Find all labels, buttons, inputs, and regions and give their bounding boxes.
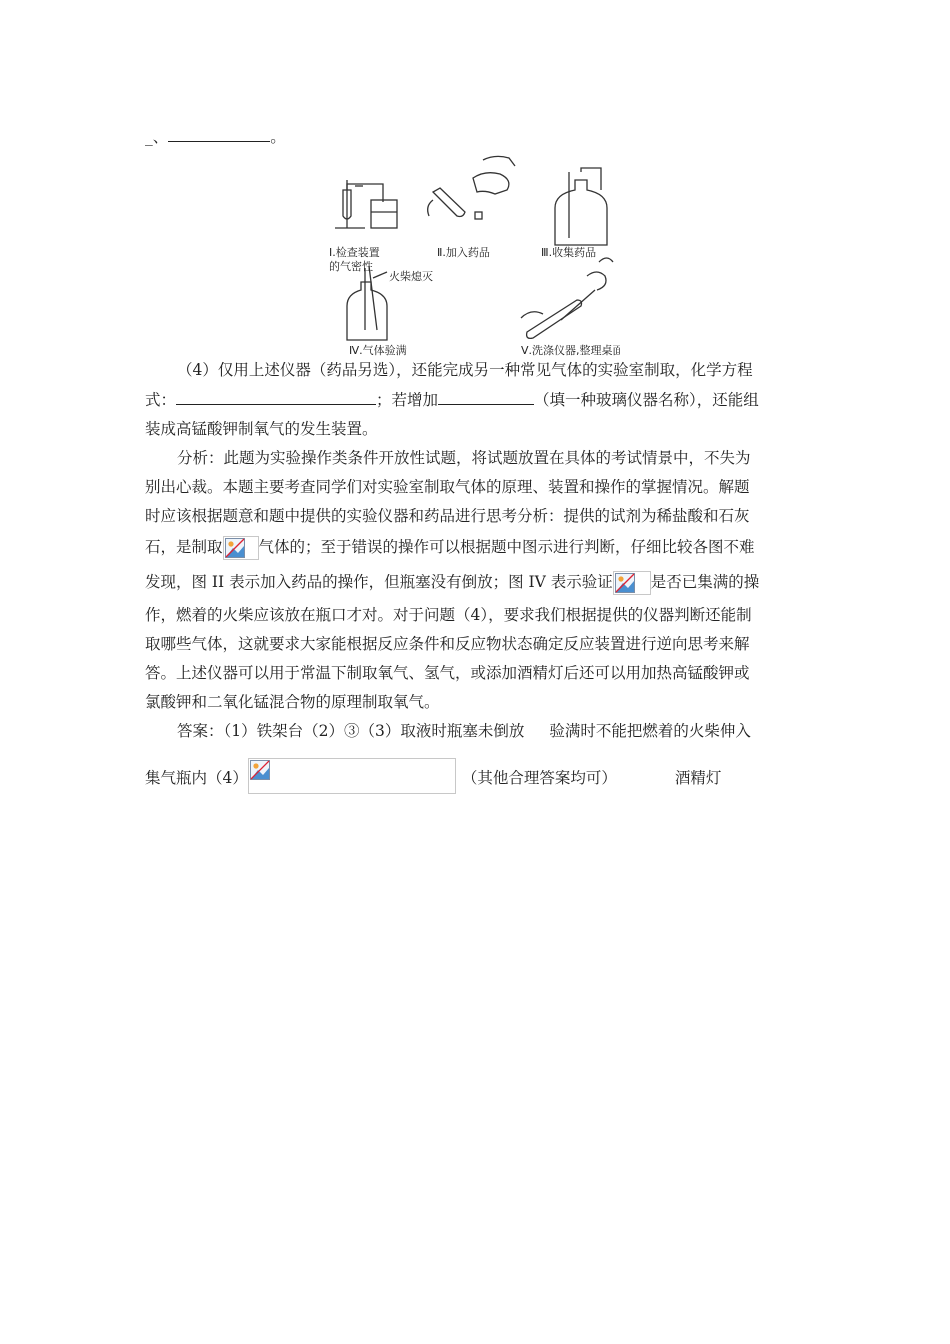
caption-iv: Ⅳ.气体验满: [349, 344, 407, 357]
analysis-line-5: [145, 571, 810, 595]
q4-mid: ；若增加: [376, 391, 439, 409]
airtightness-check-drawing: [335, 180, 397, 228]
caption-iii: Ⅲ.收集药品: [541, 246, 597, 259]
instrument-blank: [438, 390, 534, 405]
gas-full-check-drawing: [347, 266, 387, 340]
analysis-line-7: 取哪些气体，这就要求大家能根据反应条件和反应物状态确定反应装置进行逆向思考来解: [145, 635, 750, 653]
caption-v: Ⅴ.洗涤仪器,整理桌面: [521, 344, 620, 357]
question-4-line-1: （4）仅用上述仪器（药品另选），还能完成另一种常见气体的实验室制取，化学方程: [177, 361, 753, 379]
formula-image-icon: [613, 571, 651, 595]
fill-blank: [168, 127, 270, 142]
analysis-text: 气体的；至于错误的操作可以根据题中图示进行判断，仔细比较各图不难: [258, 538, 755, 556]
analysis-line-2: 别出心裁。本题主要考查同学们对实验室制取气体的原理、装置和操作的掌握情况。解题: [145, 478, 750, 496]
washing-drawing: [521, 258, 613, 338]
gas-bottle-drawing: [555, 168, 607, 245]
equation-image-icon: [248, 758, 456, 794]
analysis-line-1: 分析：此题为实验操作类条件开放性试题，将试题放置在具体的考试情景中，不失为: [177, 449, 751, 467]
equation-blank: [176, 390, 376, 405]
analysis-text: 石，是制取: [145, 538, 223, 556]
analysis-line-9: 氯酸钾和二氧化锰混合物的原理制取氧气。: [145, 693, 440, 711]
answer-note: （其他合理答案均可）: [461, 769, 617, 787]
answer-instrument: 酒精灯: [674, 769, 722, 787]
answer-line-2: [145, 758, 810, 794]
caption-i-cont: 的气密性: [329, 260, 373, 273]
answer-text: 验满时不能把燃着的火柴伸入: [549, 722, 751, 740]
caption-i: Ⅰ.检查装置: [329, 246, 380, 259]
analysis-line-8: 答。上述仪器可以用于常温下制取氧气、氢气，或添加酒精灯后还可以用加热高锰酸钾或: [145, 664, 750, 682]
adding-reagent-drawing: [428, 156, 515, 219]
experiment-figure: [325, 150, 620, 360]
question-4-line-2: [145, 390, 810, 410]
question-4-line-3: 装成高锰酸钾制氧气的发生装置。: [145, 420, 378, 438]
answer-text: 答案：（1）铁架台（2）③（3）取液时瓶塞未倒放: [177, 722, 525, 740]
caption-match-out: 火柴熄灭: [389, 270, 433, 283]
caption-ii: Ⅱ.加入药品: [437, 246, 490, 259]
formula-image-icon: [223, 536, 259, 560]
q4-end: （填一种玻璃仪器名称），还能组: [534, 391, 759, 409]
analysis-text: 发现，图 II 表示加入药品的操作，但瓶塞没有倒放；图 IV 表示验证: [145, 573, 613, 591]
analysis-line-4: [145, 536, 810, 560]
answer-blank-line: [145, 127, 810, 147]
answer-label: 集气瓶内（4）: [145, 769, 248, 787]
blank-prefix: _、: [145, 128, 169, 146]
analysis-line-6: 作，燃着的火柴应该放在瓶口才对。对于问题（4），要求我们根据提供的仪器判断还能制: [145, 606, 752, 624]
analysis-line-3: 时应该根据题意和题中提供的实验仪器和药品进行思考分析：提供的试剂为稀盐酸和石灰: [145, 507, 750, 525]
analysis-text: 是否已集满的操: [650, 573, 760, 591]
q4-label: 式：: [145, 391, 177, 409]
answer-line-1: [145, 721, 810, 741]
blank-suffix: 。: [270, 128, 286, 146]
